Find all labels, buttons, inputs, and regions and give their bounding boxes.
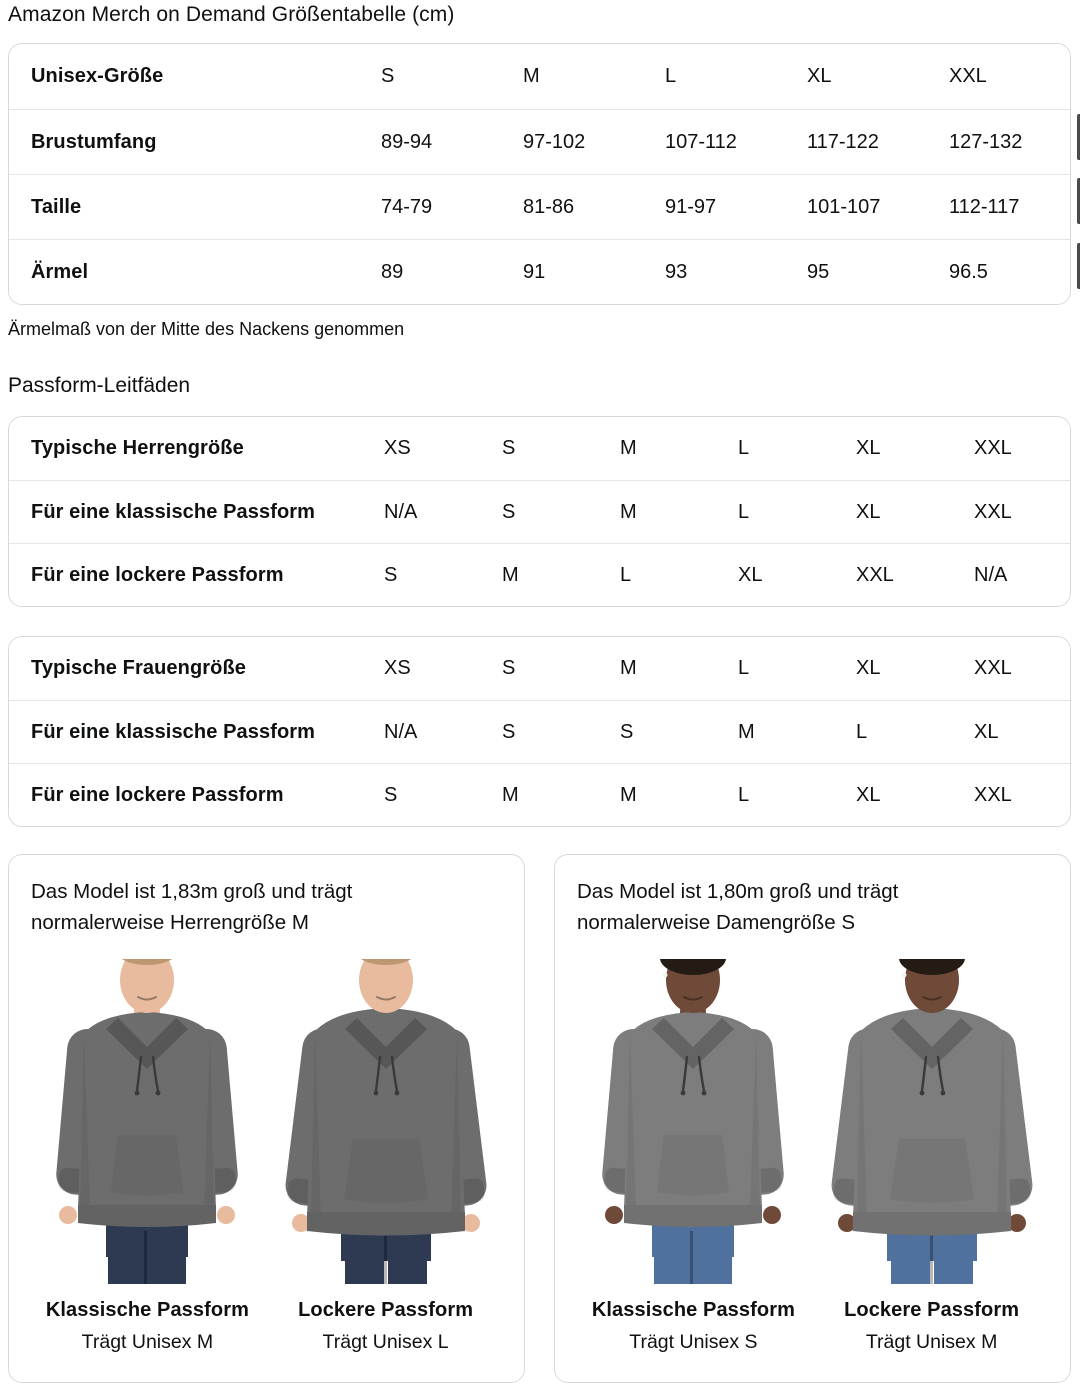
cell-value: M — [620, 500, 637, 523]
table-row — [9, 543, 1070, 606]
cell-value: 89 — [381, 260, 404, 283]
cell-value: N/A — [384, 500, 418, 523]
cell-value: S — [502, 720, 516, 743]
cell-value: S — [502, 500, 516, 523]
model-figure — [579, 959, 808, 1354]
fit-guides-heading: Passform-Leitfäden — [8, 374, 191, 397]
row-label: Typische Frauengröße — [31, 657, 247, 679]
model-cards — [8, 854, 1071, 1383]
cell-value: 117-122 — [807, 130, 879, 153]
cell-value: L — [738, 500, 750, 523]
cell-value: L — [738, 657, 750, 679]
cell-value: XXL — [974, 437, 1012, 459]
cell-value: M — [620, 437, 637, 459]
fit-caption: Lockere Passform — [298, 1299, 474, 1321]
model-figure — [33, 959, 262, 1354]
page-title: Amazon Merch on Demand Größentabelle (cm) — [8, 3, 455, 26]
cell-value: L — [620, 563, 632, 586]
cell-value: 91 — [523, 260, 546, 283]
table-row — [9, 480, 1070, 543]
cell-value: M — [502, 783, 519, 806]
cell-value: XL — [856, 783, 881, 806]
size-guide-page — [0, 2, 1080, 1383]
table-row — [9, 44, 1070, 109]
model-photo — [42, 959, 252, 1284]
cell-value: 96.5 — [949, 260, 988, 283]
cell-value: L — [738, 783, 750, 806]
cell-value: 107-112 — [665, 130, 737, 153]
row-label: Für eine klassische Passform — [31, 500, 316, 523]
cell-value: XL — [974, 720, 999, 743]
row-label: Für eine klassische Passform — [31, 720, 316, 743]
row-label: Für eine lockere Passform — [31, 563, 284, 586]
mens-model-card — [8, 854, 525, 1383]
row-label: Typische Herrengröße — [31, 437, 244, 459]
table-row — [9, 174, 1070, 239]
cell-value: 89-94 — [381, 130, 433, 153]
cell-value: L — [738, 437, 750, 459]
model-photo — [588, 959, 798, 1284]
model-description — [577, 876, 1048, 938]
size-caption: Trägt Unisex M — [865, 1331, 998, 1353]
description-line: normalerweise Damengröße S — [577, 911, 856, 934]
model-figure — [271, 959, 500, 1354]
size-caption: Trägt Unisex M — [81, 1331, 214, 1353]
cell-value: 127-132 — [949, 130, 1023, 153]
figure-row — [31, 959, 502, 1354]
womens-fit-table — [8, 636, 1071, 827]
cell-value: M — [738, 720, 755, 743]
cell-value: XXL — [974, 500, 1012, 523]
row-label: Ärmel — [31, 260, 89, 283]
cell-value: XXL — [949, 65, 987, 87]
cell-value: M — [523, 65, 540, 87]
cell-value: XXL — [974, 657, 1012, 679]
fit-caption: Klassische Passform — [45, 1299, 249, 1321]
cell-value: 101-107 — [807, 195, 881, 218]
table-row — [9, 417, 1070, 480]
cell-value: 74-79 — [381, 195, 433, 218]
row-label: Taille — [31, 195, 82, 218]
cell-value: 112-117 — [949, 195, 1020, 218]
cell-value: N/A — [384, 720, 418, 743]
cell-value: S — [384, 783, 398, 806]
size-caption: Trägt Unisex L — [322, 1331, 449, 1353]
table-row — [9, 700, 1070, 763]
description-line: normalerweise Herrengröße M — [31, 911, 309, 934]
cell-value: 97-102 — [523, 130, 586, 153]
cell-value: XL — [807, 65, 832, 87]
model-photo — [827, 959, 1037, 1284]
cell-value: N/A — [974, 563, 1008, 586]
womens-model-card — [554, 854, 1071, 1383]
table-row — [9, 109, 1070, 174]
table-row — [9, 239, 1070, 304]
cell-value: 93 — [665, 260, 688, 283]
row-label: Für eine lockere Passform — [31, 783, 284, 806]
cell-value: S — [384, 563, 398, 586]
cell-value: XL — [856, 657, 881, 679]
model-photo — [281, 959, 491, 1284]
cell-value: L — [856, 720, 868, 743]
cell-value: XS — [384, 437, 411, 459]
cell-value: S — [502, 437, 516, 459]
cell-value: S — [381, 65, 395, 87]
figure-row — [577, 959, 1048, 1354]
table-row — [9, 763, 1070, 826]
cell-value: M — [620, 657, 637, 679]
cell-value: S — [620, 720, 634, 743]
row-label: Unisex-Größe — [31, 65, 164, 87]
cell-value: XL — [856, 437, 881, 459]
cell-value: 81-86 — [523, 195, 575, 218]
model-description — [31, 876, 502, 938]
cell-value: XXL — [856, 563, 894, 586]
mens-fit-table — [8, 416, 1071, 607]
cell-value: L — [665, 65, 677, 87]
table-row — [9, 637, 1070, 700]
size-caption: Trägt Unisex S — [629, 1331, 758, 1353]
cell-value: 95 — [807, 260, 830, 283]
cell-value: XL — [738, 563, 763, 586]
cell-value: 91-97 — [665, 195, 717, 218]
cell-value: M — [620, 783, 637, 806]
cell-value: S — [502, 657, 516, 679]
description-line: Das Model ist 1,80m groß und trägt — [577, 880, 899, 903]
fit-caption: Klassische Passform — [591, 1299, 795, 1321]
cell-value: XL — [856, 500, 881, 523]
row-label: Brustumfang — [31, 130, 157, 153]
unisex-size-table — [8, 43, 1071, 305]
cell-value: XXL — [974, 783, 1012, 806]
description-line: Das Model ist 1,83m groß und trägt — [31, 880, 353, 903]
cell-value: XS — [384, 657, 411, 679]
sleeve-measure-note: Ärmelmaß von der Mitte des Nackens genommen — [8, 319, 405, 339]
model-figure — [817, 959, 1046, 1354]
cell-value: M — [502, 563, 519, 586]
fit-caption: Lockere Passform — [844, 1299, 1020, 1321]
